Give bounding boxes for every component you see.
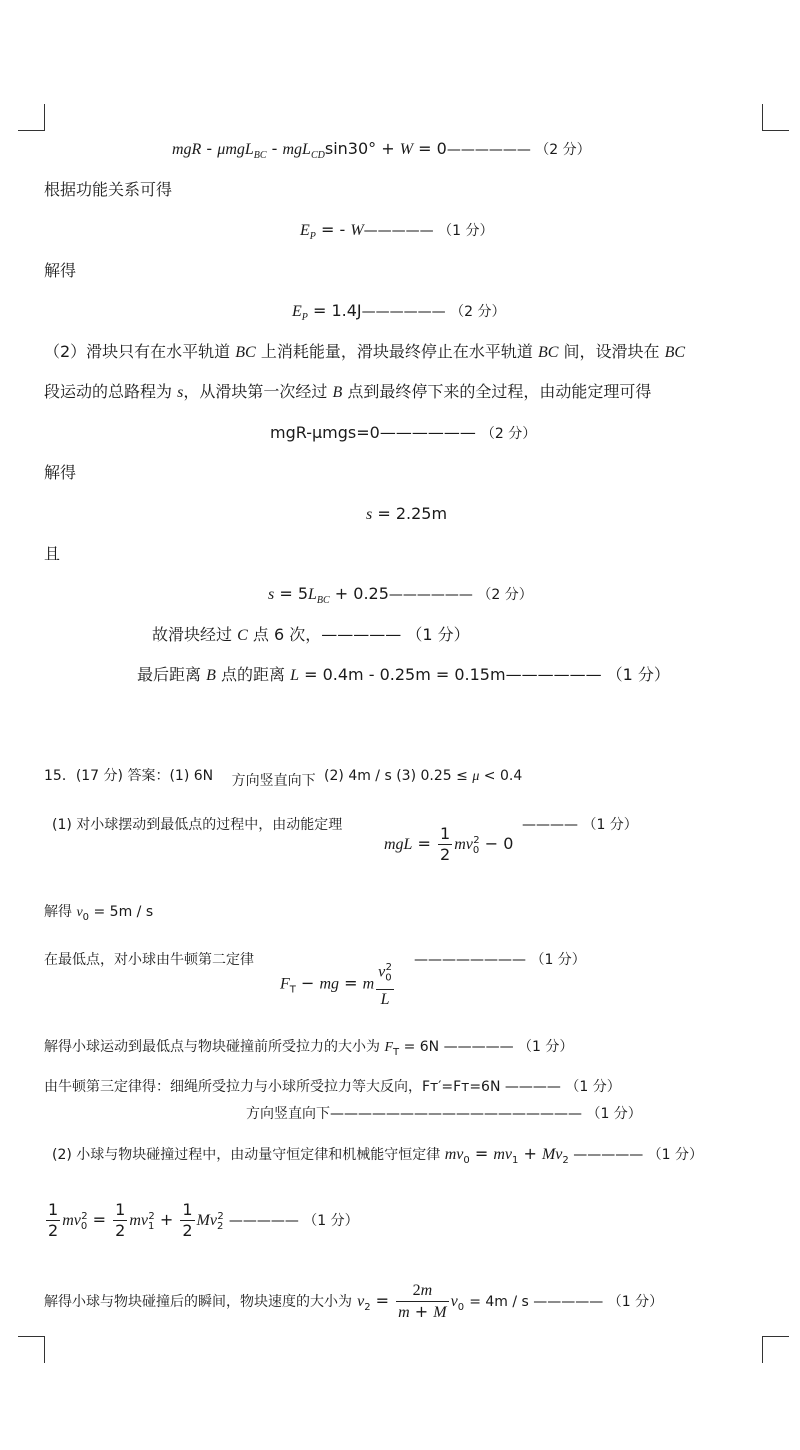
answer-header: 15．(17 分) 答案：(1) 6N 方向竖直向下 (2) 4m / s (3) 0.25 ≤ μ < 0.4 bbox=[44, 768, 523, 789]
score-mark: ————— （1 分） bbox=[363, 223, 494, 239]
text-line: (2) 小球与物块碰撞过程中，由动量守恒定律和机械能守恒定律 $mv_0 = mv_1 + Mv_2$ ————— （1 分） bbox=[52, 1144, 704, 1167]
equation-newton-second: $F_T$ − mg = m $\frac{v_0^2}{L}$ bbox=[280, 958, 396, 1010]
text-line: 根据功能关系可得 bbox=[44, 180, 173, 199]
equation-ep-value: $E_P$ = 1.4J—————— （2 分） bbox=[292, 301, 506, 324]
equation-energy-conservation: mgR - μmgL$_{BC}$ - mgL$_{CD}$sin30° + W = 0—————— （2 分） bbox=[172, 139, 591, 162]
text-line: 且 bbox=[44, 544, 61, 563]
paragraph-line: 段运动的总路程为 s，从滑块第一次经过 B 点到最终停下来的全过程，由动能定理可得 bbox=[44, 382, 652, 401]
text-line: 解得 bbox=[44, 261, 77, 280]
equation-s-value: s = 2.25m bbox=[366, 504, 448, 523]
text-line: 解得 $v_0 = 5m / s$ bbox=[44, 904, 154, 923]
equation-mgl: mgL = $\frac{1}{2}$ $mv_0^2 - 0$ bbox=[384, 824, 514, 864]
equation-ep-w: $E_P$ = - W————— （1 分） bbox=[300, 220, 494, 243]
equation-v2: 解得小球与物块碰撞后的瞬间，物块速度的大小为 $v_2$ = $\frac{2m}{m + M}$ $v_0 = 4m / s$ ————— （1 分） bbox=[44, 1282, 664, 1321]
crop-mark-bottom-right bbox=[762, 1336, 789, 1363]
text-line: 方向竖直向下—————————————————— （1 分） bbox=[246, 1106, 642, 1122]
conclusion-line: 故滑块经过 C 点 6 次，————— （1 分） bbox=[152, 625, 470, 644]
text-line: 在最低点，对小球由牛顿第二定律 bbox=[44, 952, 254, 968]
text-line: 由牛顿第三定律得：细绳所受拉力与小球所受拉力等大反向，Fт′=Fт=6N ———— （1 分） bbox=[44, 1079, 621, 1095]
equation-energy-collision: $\frac{1}{2}$ $mv_0^2$ = $\frac{1}{2}$ $mv_1^2$ + $\frac{1}{2}$ $Mv_2^2$ ————— （1 分） bbox=[48, 1200, 359, 1240]
equation-work-energy: mgR-μmgs=0—————— （2 分） bbox=[270, 423, 537, 442]
score-mark: ———————— （1 分） bbox=[414, 952, 586, 968]
text-line: (1) 对小球摆动到最低点的过程中，由动能定理 bbox=[52, 817, 343, 833]
crop-mark-top-right bbox=[762, 104, 789, 131]
score-mark: —————— （2 分） bbox=[446, 142, 591, 158]
text-line: 解得小球运动到最低点与物块碰撞前所受拉力的大小为 $F_T = 6N$ ————— （1 分） bbox=[44, 1039, 574, 1058]
crop-mark-bottom-left bbox=[18, 1336, 45, 1363]
paragraph-line: （2）滑块只有在水平轨道 BC 上消耗能量，滑块最终停止在水平轨道 BC 间，设滑块在 BC bbox=[44, 342, 686, 361]
score-mark: —————— （2 分） bbox=[361, 304, 506, 320]
text-line: 解得 bbox=[44, 463, 77, 482]
conclusion-line: 最后距离 B 点的距离 L = 0.4m - 0.25m = 0.15m—————— （1 分） bbox=[137, 665, 670, 684]
equation-s-lbc: $s = 5L_{BC}$ + 0.25—————— （2 分） bbox=[268, 584, 533, 607]
score-mark: ———— （1 分） bbox=[522, 817, 638, 833]
crop-mark-top-left bbox=[18, 104, 45, 131]
